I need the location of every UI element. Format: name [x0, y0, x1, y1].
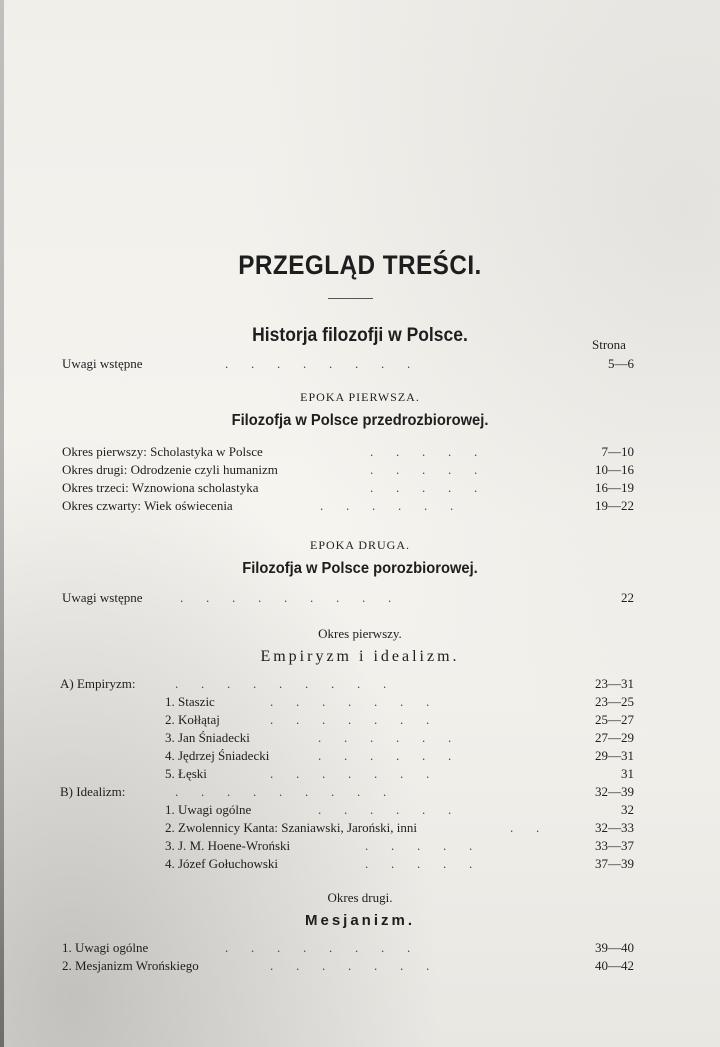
toc-pages: 25—27	[595, 712, 634, 727]
leader-dots: . . . . .	[370, 462, 478, 477]
toc-label: 1. Uwagi ogólne	[165, 802, 252, 817]
toc-row-empiryzm	[0, 676, 720, 694]
toc-pages: 40—42	[595, 958, 634, 973]
toc-row-intro	[0, 356, 720, 374]
toc-pages: 22	[621, 590, 634, 605]
page-column-label: Strona	[592, 337, 626, 352]
toc-row-epoch-2-intro	[0, 590, 720, 608]
toc-pages: 33—37	[595, 838, 634, 853]
toc-pages: 5—6	[608, 356, 634, 371]
toc-row	[0, 444, 720, 462]
toc-label: 3. J. M. Hoene-Wroński	[165, 838, 291, 853]
toc-label: Uwagi wstępne	[62, 356, 143, 371]
leader-dots: . . . . . . .	[270, 958, 430, 973]
toc-row	[0, 940, 720, 958]
toc-pages: 19—22	[595, 498, 634, 513]
leader-dots: . . . . . . . . .	[175, 784, 387, 799]
toc-label: Okres drugi: Odrodzenie czyli humanizm	[62, 462, 278, 477]
toc-pages: 10—16	[595, 462, 634, 477]
toc-pages: 32—33	[595, 820, 634, 835]
leader-dots: . . . . .	[365, 856, 473, 871]
toc-row	[0, 802, 720, 820]
leader-dots: . . . . .	[365, 838, 473, 853]
epoch-2-label: EPOKA DRUGA.	[309, 538, 410, 552]
leader-dots: . . . . .	[370, 480, 478, 495]
toc-label: 1. Staszic	[165, 694, 215, 709]
leader-dots: . . . . . . . .	[225, 356, 411, 371]
leader-dots: . . . . . .	[318, 802, 452, 817]
toc-label: 4. Józef Gołuchowski	[165, 856, 279, 871]
toc-label: 5. Łęski	[165, 766, 207, 781]
toc-pages: 32—39	[595, 784, 634, 799]
toc-row	[0, 498, 720, 516]
toc-label: 4. Jędrzej Śniadecki	[165, 748, 270, 763]
leader-dots: . . . . . .	[318, 730, 452, 745]
toc-pages: 23—31	[595, 676, 634, 691]
toc-label: Okres pierwszy: Scholastyka w Polsce	[62, 444, 263, 459]
leader-dots: . . . . . .	[318, 748, 452, 763]
leader-dots: . . . . . . .	[270, 712, 430, 727]
period-2-heading: Mesjanizm.	[304, 912, 416, 929]
period-1-label: Okres pierwszy.	[318, 626, 402, 641]
epoch-1-label: EPOKA PIERWSZA.	[300, 390, 420, 404]
toc-row-idealizm	[0, 784, 720, 802]
leader-dots: . . . . .	[370, 444, 478, 459]
toc-pages: 7—10	[601, 444, 634, 459]
toc-pages: 31	[621, 766, 634, 781]
toc-label: Okres trzeci: Wznowiona scholastyka	[62, 480, 259, 495]
leader-dots: . . . . . . . . .	[180, 590, 392, 605]
toc-label: 3. Jan Śniadecki	[165, 730, 250, 745]
toc-row	[0, 748, 720, 766]
toc-label: 2. Mesjanizm Wrońskiego	[62, 958, 199, 973]
toc-pages: 32	[621, 802, 634, 817]
toc-row	[0, 712, 720, 730]
toc-row	[0, 694, 720, 712]
toc-label: A) Empiryzm:	[60, 676, 136, 691]
toc-label: 2. Kołłątaj	[165, 712, 220, 727]
toc-pages: 39—40	[595, 940, 634, 955]
leader-dots: . . . . . .	[320, 498, 454, 513]
period-1-heading: Empiryzm i idealizm.	[260, 648, 460, 665]
toc-pages: 27—29	[595, 730, 634, 745]
epoch-1-heading: Filozofja w Polsce przedrozbiorowej.	[231, 412, 489, 429]
toc-label: Okres czwarty: Wiek oświecenia	[62, 498, 233, 513]
toc-pages: 23—25	[595, 694, 634, 709]
leader-dots: . .	[510, 820, 540, 835]
toc-row	[0, 766, 720, 784]
toc-row	[0, 838, 720, 856]
toc-row	[0, 480, 720, 498]
toc-pages: 29—31	[595, 748, 634, 763]
leader-dots: . . . . . . .	[270, 766, 430, 781]
toc-row	[0, 462, 720, 480]
toc-row	[0, 820, 720, 838]
title-divider	[328, 298, 373, 299]
toc-pages: 37—39	[595, 856, 634, 871]
period-2-label: Okres drugi.	[327, 890, 393, 905]
toc-label: Uwagi wstępne	[62, 590, 143, 605]
toc-row	[0, 730, 720, 748]
toc-row	[0, 958, 720, 976]
toc-pages: 16—19	[595, 480, 634, 495]
epoch-2-heading: Filozofja w Polsce porozbiorowej.	[242, 560, 478, 577]
toc-label: B) Idealizm:	[60, 784, 126, 799]
toc-label: 1. Uwagi ogólne	[62, 940, 149, 955]
leader-dots: . . . . . . . .	[225, 940, 411, 955]
leader-dots: . . . . . . . . .	[175, 676, 387, 691]
leader-dots: . . . . . . .	[270, 694, 430, 709]
page-title: PRZEGLĄD TREŚCI.	[238, 250, 482, 280]
toc-label: 2. Zwolennicy Kanta: Szaniawski, Jaroński, inni	[165, 820, 418, 835]
main-heading: Historja filozofji w Polsce.	[252, 325, 468, 346]
toc-row	[0, 856, 720, 874]
